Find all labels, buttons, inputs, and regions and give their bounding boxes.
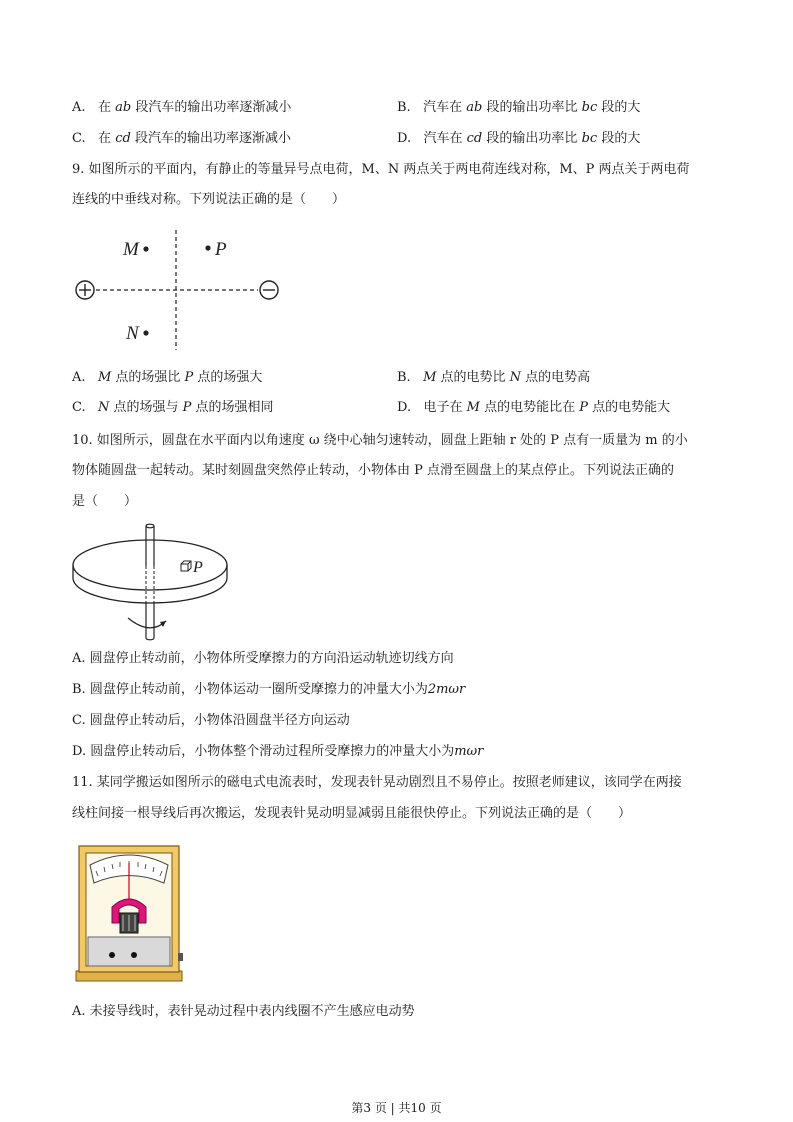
option-text: 段汽车的输出功率逐渐减小: [135, 100, 292, 115]
label-p: P: [193, 559, 203, 576]
q10-stem-line1: 10. 如图所示，圆盘在水平面内以角速度 ω 绕中心轴匀速转动，圆盘上距轴 r 处的 P 点有一质量为 m 的小: [72, 433, 688, 448]
q9-stem-line2: 连线的中垂线对称。下列说法正确的是（ ）: [72, 192, 346, 207]
option-text: 点的场强与: [109, 400, 183, 415]
option-text: 点的电势能比在: [479, 400, 580, 415]
option-label: A.: [72, 100, 86, 115]
variable: ab: [466, 100, 483, 115]
q9-option-b: [397, 368, 590, 388]
rotating-disk: [73, 540, 227, 590]
q11-stem-line2: 线柱间接一根导线后再次搬运，发现表针晃动明显减弱且能很快停止。下列说法正确的是（ ）: [72, 806, 632, 821]
option-text: 在: [98, 131, 112, 146]
variable: M: [466, 400, 480, 415]
q9-charges-figure: [70, 226, 290, 356]
q8-option-c: [72, 129, 291, 149]
option-label: C.: [72, 131, 86, 146]
terminal-left: [109, 952, 115, 958]
variable: N: [509, 370, 522, 385]
variable: P: [184, 370, 194, 385]
option-text: 段的输出功率比: [486, 100, 578, 115]
galvanometer-figure: [74, 843, 184, 983]
option-text: 汽车在: [423, 131, 463, 146]
option-text: 段汽车的输出功率逐渐减小: [134, 131, 291, 146]
q10-option-c: C. 圆盘停止转动后，小物体沿圆盘半径方向运动: [72, 713, 350, 728]
variable: N: [98, 400, 110, 415]
label-p: P: [215, 239, 227, 260]
point-p: [205, 245, 210, 250]
q10-stem-line2: 物体随圆盘一起转动。某时刻圆盘突然停止转动，小物体由 P 点滑至圆盘上的某点停止。下列说法正确的: [72, 463, 675, 478]
point-n: [143, 330, 148, 335]
option-label: B.: [397, 370, 411, 385]
q8-option-a: [72, 98, 291, 118]
q10-option-a: A. 圆盘停止转动前，小物体所受摩擦力的方向沿运动轨迹切线方向: [72, 651, 454, 666]
option-text: 段的输出功率比: [486, 131, 578, 146]
formula: 2mωr: [427, 682, 466, 697]
terminal-right: [131, 952, 137, 958]
option-text: 点的电势能大: [587, 400, 671, 415]
page-footer: 第3 页 | 共10 页: [351, 1101, 442, 1115]
q9-option-c: [72, 398, 274, 418]
axle-top: [146, 524, 154, 528]
variable: bc: [581, 100, 598, 115]
variable: cd: [115, 131, 131, 146]
terminal-panel: [88, 937, 170, 966]
variable: P: [579, 400, 588, 415]
option-text: 点的电势高: [521, 370, 591, 385]
formula: mωr: [454, 744, 484, 759]
option-text: 电子在: [423, 400, 467, 415]
option-text: B. 圆盘停止转动前，小物体运动一圈所受摩擦力的冲量大小为: [72, 682, 428, 697]
option-label: A.: [72, 370, 86, 385]
point-m: [143, 246, 148, 251]
label-n: N: [126, 323, 139, 344]
option-text: 段的大: [601, 100, 641, 115]
variable: bc: [581, 131, 598, 146]
label-m: M: [123, 239, 139, 260]
q9-option-d: [397, 398, 670, 418]
variable: M: [97, 370, 112, 385]
q8-option-b: [397, 98, 640, 118]
q11-stem-line1: 11. 某同学搬运如图所示的磁电式电流表时，发现表针晃动剧烈且不易停止。按照老师建议，该同学在两接: [72, 775, 682, 790]
option-text: 汽车在: [423, 100, 463, 115]
option-text: 点的电势比: [436, 370, 510, 385]
q11-option-a: A. 未接导线时，表针晃动过程中表内线圈不产生感应电动势: [72, 1004, 415, 1019]
option-text: 点的场强相同: [191, 400, 274, 415]
option-text: 段的大: [601, 131, 641, 146]
option-label: B.: [397, 100, 411, 115]
q10-stem-line3: 是（ ）: [72, 494, 138, 509]
option-text: 点的场强比: [111, 370, 185, 385]
option-label: D.: [397, 400, 412, 415]
option-text: 在: [97, 100, 111, 115]
option-label: D.: [397, 131, 412, 146]
option-text: D. 圆盘停止转动后，小物体整个滑动过程所受摩擦力的冲量大小为: [72, 744, 455, 759]
q9-option-a: [72, 368, 262, 388]
option-text: 点的场强大: [193, 370, 263, 385]
variable: P: [182, 400, 192, 415]
q10-option-b: [72, 680, 465, 700]
variable: ab: [115, 100, 132, 115]
q10-option-d: [72, 742, 483, 762]
q9-stem-line1: 9. 如图所示的平面内，有静止的等量异号点电荷，M、N 两点关于两电荷连线对称，M、P 两点关于两电荷: [72, 162, 690, 177]
option-label: C.: [72, 400, 86, 415]
variable: cd: [466, 131, 483, 146]
variable: M: [423, 370, 437, 385]
q10-disk-figure: [70, 518, 240, 644]
rotation-arrow-icon: [128, 618, 166, 628]
q8-option-d: [397, 129, 640, 149]
